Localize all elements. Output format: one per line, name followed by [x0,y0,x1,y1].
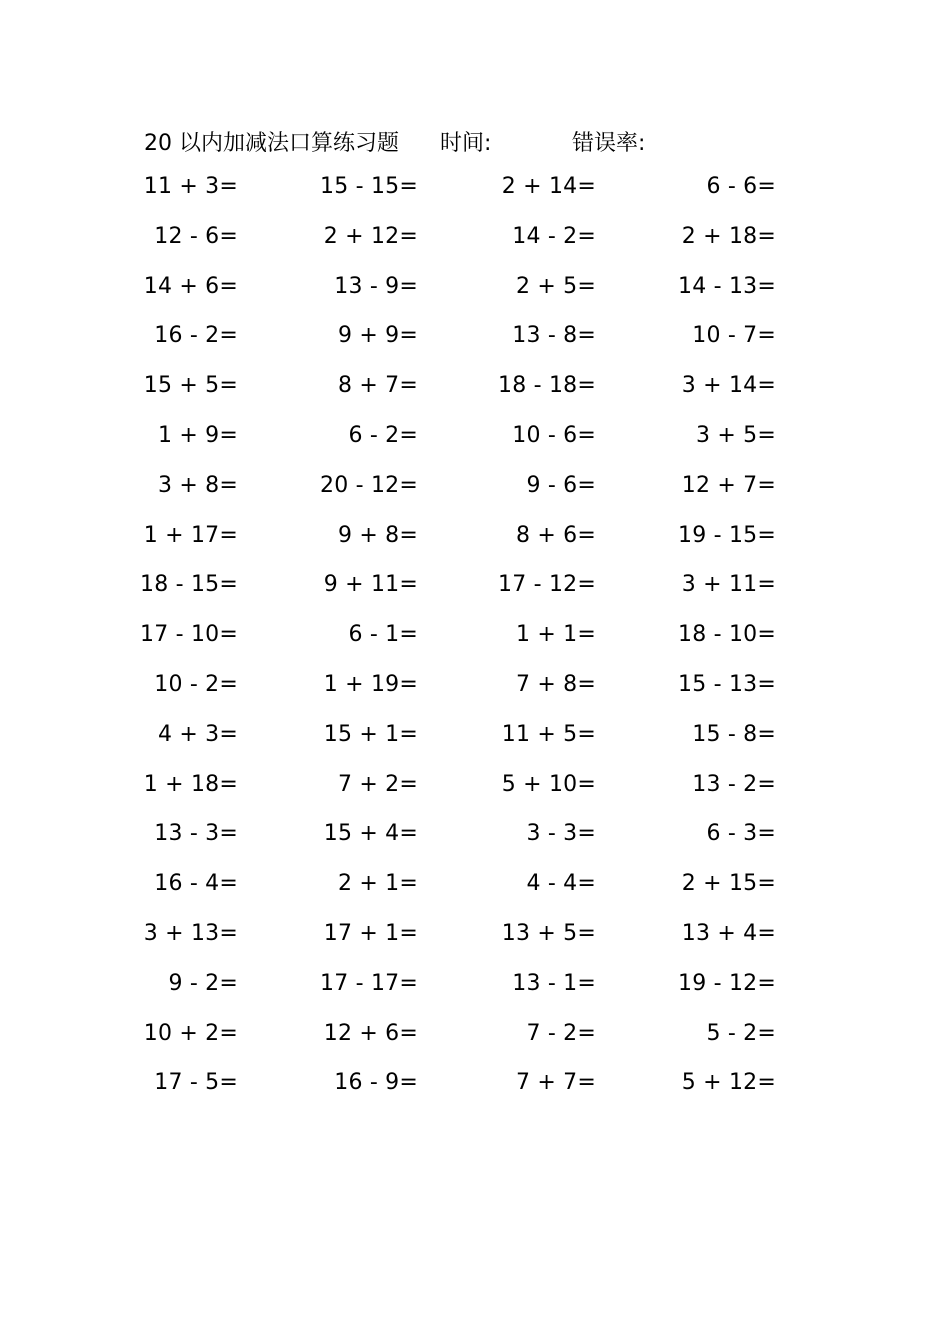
problem-item: 8 + 6= [515,522,596,548]
problem-item: 17 - 12= [498,572,596,598]
problem-item: 3 + 11= [681,572,776,598]
problem-item: 15 + 1= [323,721,418,747]
problem-item: 17 - 17= [320,970,418,996]
time-label: 时间: [440,131,492,156]
problem-item: 9 + 9= [337,323,418,349]
problem-row [0,664,950,714]
problem-item: 8 + 7= [337,373,418,399]
problem-item: 10 - 2= [154,671,238,697]
problem-item: 2 + 1= [337,871,418,897]
problem-grid [0,166,950,1112]
problem-item: 7 + 8= [515,671,596,697]
problem-item: 3 + 5= [695,422,776,448]
problem-item: 3 + 14= [681,373,776,399]
problem-item: 4 - 4= [526,871,596,897]
problem-row [0,365,950,415]
problem-item: 1 + 1= [515,622,596,648]
problem-row [0,1013,950,1063]
problem-row [0,764,950,814]
problem-item: 3 + 8= [157,472,238,498]
problem-item: 13 - 1= [512,970,596,996]
problem-row [0,415,950,465]
problem-item: 13 + 4= [681,920,776,946]
problem-row [0,564,950,614]
problem-item: 9 - 2= [168,970,238,996]
problem-item: 13 - 9= [334,273,418,299]
problem-item: 12 + 7= [681,472,776,498]
problem-item: 6 - 2= [348,422,418,448]
problem-row [0,216,950,266]
problem-row [0,166,950,216]
problem-row [0,714,950,764]
problem-row [0,465,950,515]
problem-item: 15 + 4= [323,821,418,847]
problem-item: 13 - 3= [154,821,238,847]
worksheet-header [0,126,950,160]
problem-item: 11 + 3= [143,174,238,199]
problem-item: 12 + 6= [323,1020,418,1046]
problem-item: 6 - 3= [706,821,776,847]
problem-item: 20 - 12= [320,472,418,498]
problem-item: 19 - 15= [678,522,776,548]
problem-item: 19 - 12= [678,970,776,996]
problem-row [0,1062,950,1112]
problem-item: 5 - 2= [706,1020,776,1046]
problem-item: 13 + 5= [501,920,596,946]
problem-item: 1 + 19= [323,671,418,697]
problem-item: 7 + 2= [337,771,418,797]
problem-item: 16 - 9= [334,1070,418,1096]
problem-item: 2 + 5= [515,273,596,299]
problem-item: 2 + 12= [323,223,418,249]
problem-item: 15 - 13= [678,671,776,697]
problem-item: 9 - 6= [526,472,596,498]
problem-item: 16 - 2= [154,323,238,349]
problem-item: 18 - 10= [678,622,776,648]
problem-item: 11 + 5= [501,721,596,747]
problem-item: 15 - 8= [692,721,776,747]
problem-row [0,315,950,365]
problem-item: 3 - 3= [526,821,596,847]
problem-item: 15 + 5= [143,373,238,399]
problem-row [0,266,950,316]
problem-item: 1 + 18= [143,771,238,797]
problem-item: 17 - 10= [140,622,238,648]
problem-row [0,863,950,913]
problem-item: 10 - 6= [512,422,596,448]
problem-row [0,614,950,664]
problem-item: 6 - 1= [348,622,418,648]
problem-item: 14 + 6= [143,273,238,299]
problem-item: 7 + 7= [515,1070,596,1096]
problem-row [0,913,950,963]
problem-row [0,813,950,863]
problem-item: 6 - 6= [706,174,776,199]
problem-item: 13 - 2= [692,771,776,797]
problem-item: 2 + 14= [501,174,596,199]
problem-item: 5 + 10= [501,771,596,797]
problem-item: 4 + 3= [157,721,238,747]
problem-item: 9 + 8= [337,522,418,548]
problem-item: 2 + 18= [681,223,776,249]
problem-item: 9 + 11= [323,572,418,598]
problem-item: 18 - 15= [140,572,238,598]
problem-item: 10 - 7= [692,323,776,349]
problem-item: 16 - 4= [154,871,238,897]
problem-item: 1 + 17= [143,522,238,548]
problem-item: 2 + 15= [681,871,776,897]
problem-item: 15 - 15= [320,174,418,199]
worksheet-title: 20 以内加减法口算练习题 [144,131,399,156]
problem-item: 17 + 1= [323,920,418,946]
problem-item: 18 - 18= [498,373,596,399]
problem-row [0,515,950,565]
problem-item: 13 - 8= [512,323,596,349]
problem-item: 17 - 5= [154,1070,238,1096]
problem-row [0,963,950,1013]
problem-item: 7 - 2= [526,1020,596,1046]
problem-item: 3 + 13= [143,920,238,946]
problem-item: 14 - 13= [678,273,776,299]
problem-item: 12 - 6= [154,223,238,249]
problem-item: 5 + 12= [681,1070,776,1096]
error-rate-label: 错误率: [572,131,646,156]
problem-item: 10 + 2= [143,1020,238,1046]
problem-item: 14 - 2= [512,223,596,249]
problem-item: 1 + 9= [157,422,238,448]
